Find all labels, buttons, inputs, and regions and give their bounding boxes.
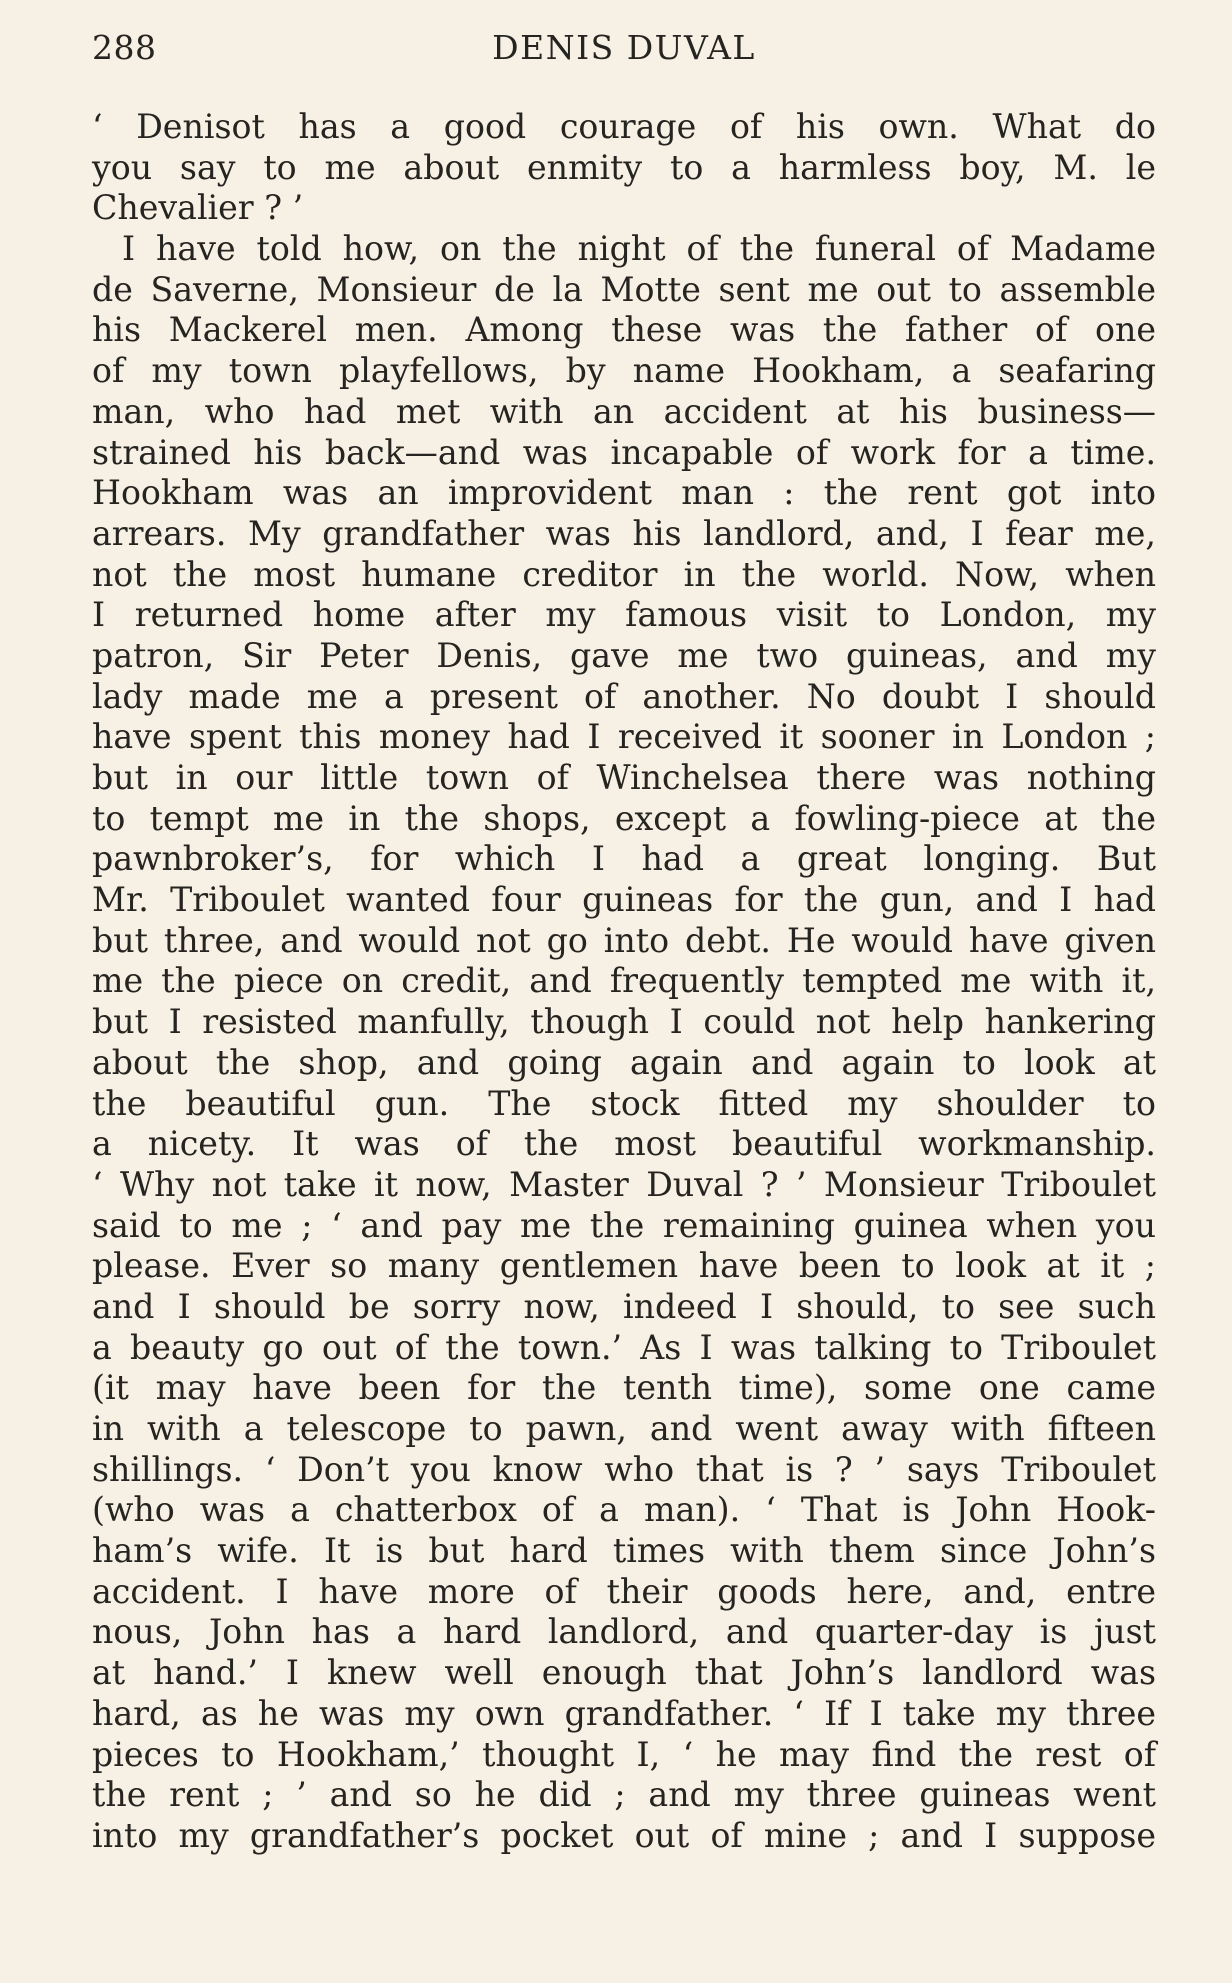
text-line: de Saverne, Monsieur de la Motte sent me out to assemble — [92, 269, 1156, 309]
text-line: a beauty go out of the town.’ As I was talking to Triboulet — [92, 1327, 1156, 1367]
text-line: into my grandfather’s pocket out of mine ; and I suppose — [92, 1815, 1156, 1855]
running-title: DENIS DUVAL — [492, 28, 756, 67]
text-line: hard, as he was my own grandfather. ‘ If I take my three — [92, 1693, 1156, 1733]
text-line: man, who had met with an accident at his business— — [92, 391, 1156, 431]
text-line: (who was a chatterbox of a man). ‘ That is John Hook- — [92, 1490, 1156, 1530]
page-header — [92, 28, 1156, 74]
text-line: patron, Sir Peter Denis, gave me two guineas, and my — [92, 635, 1156, 675]
text-line: to tempt me in the shops, except a fowling-piece at the — [92, 798, 1156, 838]
text-line: Hookham was an improvident man : the rent got into — [92, 473, 1156, 513]
body-text — [92, 107, 1156, 1857]
text-line: not the most humane creditor in the world. Now, when — [92, 554, 1156, 594]
text-line: lady made me a present of another. No doubt I should — [92, 676, 1156, 716]
text-line: said to me ; ‘ and pay me the remaining guinea when you — [92, 1205, 1156, 1245]
text-line: you say to me about enmity to a harmless boy, M. le — [92, 147, 1156, 187]
text-line: accident. I have more of their goods here, and, entre — [92, 1571, 1156, 1611]
text-line: Mr. Triboulet wanted four guineas for the gun, and I had — [92, 880, 1156, 920]
text-line: the rent ; ’ and so he did ; and my three guineas went — [92, 1775, 1156, 1815]
text-line: but three, and would not go into debt. He would have given — [92, 920, 1156, 960]
text-line: a nicety. It was of the most beautiful workmanship. — [92, 1124, 1156, 1164]
text-line: ham’s wife. It is but hard times with them since John’s — [92, 1531, 1156, 1571]
text-line: but in our little town of Winchelsea there was nothing — [92, 758, 1156, 797]
text-line: his Mackerel men. Among these was the father of one — [92, 310, 1156, 350]
text-line: I have told how, on the night of the funeral of Madame — [122, 229, 1156, 269]
text-line: about the shop, and going again and again to look at — [92, 1042, 1156, 1082]
text-line: shillings. ‘ Don’t you know who that is ? ’ says Triboulet — [92, 1449, 1156, 1489]
page-number: 288 — [92, 28, 157, 67]
text-line: arrears. My grandfather was his landlord, and, I fear me, — [92, 513, 1156, 553]
text-line: (it may have been for the tenth time), some one came — [92, 1368, 1156, 1408]
text-line: nous, John has a hard landlord, and quarter-day is just — [92, 1612, 1156, 1652]
text-line: strained his back—and was incapable of work for a time. — [92, 432, 1156, 472]
text-line: ‘ Why not take it now, Master Duval ? ’ Monsieur Triboulet — [92, 1164, 1156, 1204]
text-line: I returned home after my famous visit to London, my — [92, 595, 1156, 635]
text-line: the beautiful gun. The stock fitted my shoulder to — [92, 1083, 1156, 1123]
text-line: please. Ever so many gentlemen have been to look at it ; — [92, 1246, 1156, 1286]
text-line: pawnbroker’s, for which I had a great longing. But — [92, 839, 1156, 879]
text-line: at hand.’ I knew well enough that John’s landlord was — [92, 1653, 1156, 1693]
text-line: in with a telescope to pawn, and went away with fifteen — [92, 1409, 1156, 1448]
text-line: have spent this money had I received it sooner in London ; — [92, 717, 1156, 757]
text-line: ‘ Denisot has a good courage of his own. What do — [92, 107, 1156, 146]
text-line: me the piece on credit, and frequently tempted me with it, — [92, 961, 1156, 1001]
text-line: of my town playfellows, by name Hookham, a seafaring — [92, 351, 1156, 391]
text-line: pieces to Hookham,’ thought I, ‘ he may find the rest of — [92, 1734, 1156, 1774]
text-line: and I should be sorry now, indeed I should, to see such — [92, 1286, 1156, 1326]
text-line: but I resisted manfully, though I could not help hankering — [92, 1002, 1156, 1042]
text-line: Chevalier ? ’ — [92, 188, 304, 228]
